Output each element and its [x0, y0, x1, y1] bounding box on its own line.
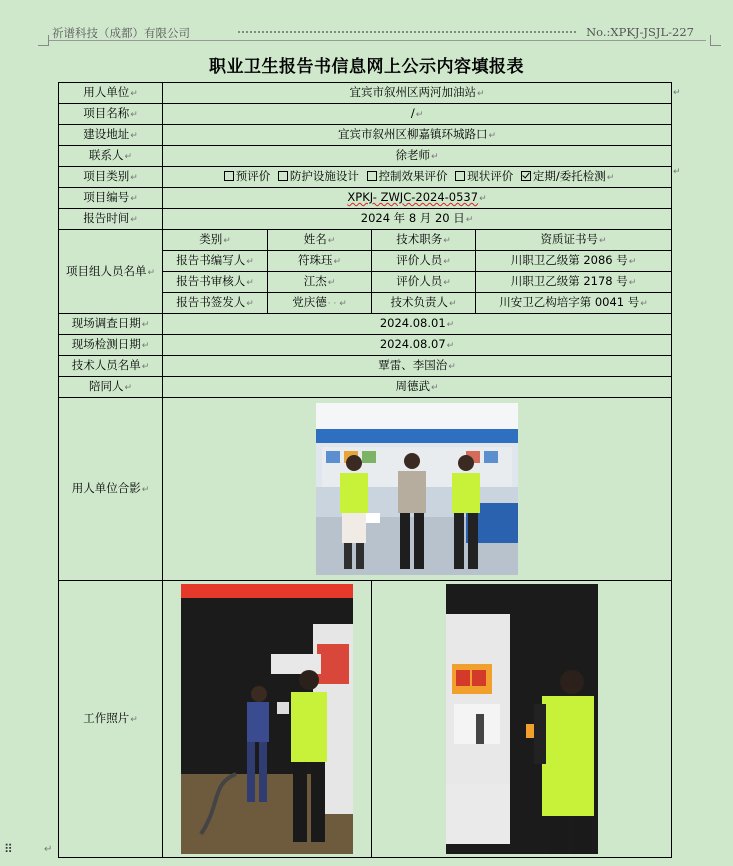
document-title: 职业卫生报告书信息网上公示内容填报表	[209, 57, 524, 77]
group-photo-label: 用人单位合影↵	[59, 398, 163, 581]
test-date-value[interactable]: 2024.08.07↵	[163, 335, 672, 356]
report-time-value[interactable]: 2024 年 8 月 20 日↵	[163, 209, 672, 230]
margin-corner-mark	[710, 35, 721, 46]
companion-label: 陪同人↵	[59, 377, 163, 398]
team-name[interactable]: 党庆德· · ↵	[268, 293, 372, 314]
checkbox-protection-design[interactable]	[278, 171, 288, 181]
table-row	[59, 146, 672, 167]
category-option-label: 控制效果评价	[378, 169, 448, 183]
header-leader-dots	[238, 31, 576, 33]
group-photo-image	[316, 403, 518, 575]
category-option-label: 定期/委托检测	[532, 169, 606, 183]
address-label: 建设地址↵	[59, 125, 163, 146]
team-cert[interactable]: 川职卫乙级第 2178 号↵	[476, 272, 672, 293]
project-name-value[interactable]: /↵	[163, 104, 672, 125]
category-option-label: 防护设施设计	[289, 169, 359, 183]
checkbox-status-eval[interactable]	[455, 171, 465, 181]
work-photo-image	[181, 584, 353, 854]
team-cert[interactable]: 川安卫乙构培字第 0041 号↵	[476, 293, 672, 314]
team-title[interactable]: 评价人员↵	[372, 251, 476, 272]
work-photo-image	[446, 584, 598, 854]
team-title[interactable]: 评价人员↵	[372, 272, 476, 293]
survey-date-value[interactable]: 2024.08.01↵	[163, 314, 672, 335]
table-row	[59, 209, 672, 230]
checkbox-control-effect[interactable]	[367, 171, 377, 181]
header-rule	[48, 40, 706, 41]
table-row	[59, 377, 672, 398]
project-no-label: 项目编号↵	[59, 188, 163, 209]
team-role: 报告书签发人↵	[163, 293, 268, 314]
header-org: 祈谱科技（成都）有限公司	[52, 26, 190, 40]
employer-label: 用人单位↵	[59, 83, 163, 104]
team-name[interactable]: 符珠珏↵	[268, 251, 372, 272]
address-value[interactable]: 宜宾市叙州区柳嘉镇环城路口↵	[163, 125, 672, 146]
group-photo-cell	[163, 398, 672, 581]
companion-value[interactable]: 周德武↵	[163, 377, 672, 398]
category-label: 项目类别↵	[59, 167, 163, 188]
team-header-name: 姓名↵	[268, 230, 372, 251]
table-row	[59, 335, 672, 356]
checkbox-periodic-detection[interactable]	[521, 171, 531, 181]
drag-handle-icon[interactable]: ⠿	[4, 842, 13, 856]
table-row	[59, 188, 672, 209]
table-row	[59, 83, 672, 104]
table-row	[59, 356, 672, 377]
table-row	[59, 398, 672, 581]
team-name[interactable]: 江杰↵	[268, 272, 372, 293]
table-row	[59, 167, 672, 188]
contact-label: 联系人↵	[59, 146, 163, 167]
header-doc-number: No.:XPKJ-JSJL-227	[586, 25, 694, 39]
table-row	[59, 125, 672, 146]
tech-staff-label: 技术人员名单↵	[59, 356, 163, 377]
test-date-label: 现场检测日期↵	[59, 335, 163, 356]
team-title[interactable]: 技术负责人↵	[372, 293, 476, 314]
team-cert[interactable]: 川职卫乙级第 2086 号↵	[476, 251, 672, 272]
tech-staff-value[interactable]: 覃雷、李国治↵	[163, 356, 672, 377]
team-header-cert: 资质证书号↵	[476, 230, 672, 251]
table-row	[59, 314, 672, 335]
contact-value[interactable]: 徐老师↵	[163, 146, 672, 167]
survey-date-label: 现场调查日期↵	[59, 314, 163, 335]
row-end-mark: ↵	[673, 88, 681, 98]
team-role: 报告书审核人↵	[163, 272, 268, 293]
table-row	[59, 581, 672, 858]
team-role: 报告书编写人↵	[163, 251, 268, 272]
category-option-label: 现状评价	[467, 169, 514, 183]
paragraph-mark: ↵	[44, 844, 53, 855]
work-photo-label: 工作照片↵	[59, 581, 163, 858]
table-row	[59, 230, 672, 251]
checkbox-pre-eval[interactable]	[224, 171, 234, 181]
work-photo-cell-1	[163, 581, 372, 858]
table-row	[59, 104, 672, 125]
team-header-title: 技术职务↵	[372, 230, 476, 251]
category-option-label: 预评价	[235, 169, 271, 183]
page-header	[48, 25, 706, 41]
project-no-value[interactable]: XPKJ- ZWJC-2024-0537↵	[163, 188, 672, 209]
team-header-category: 类别↵	[163, 230, 268, 251]
work-photo-cell-2	[372, 581, 672, 858]
category-options: 预评价 防护设施设计 控制效果评价 现状评价 定期/委托检测↵	[163, 167, 672, 188]
row-end-mark: ↵	[673, 167, 681, 177]
employer-value[interactable]: 宜宾市叙州区两河加油站↵	[163, 83, 672, 104]
project-name-label: 项目名称↵	[59, 104, 163, 125]
info-table	[58, 82, 672, 858]
team-label: 项目组人员名单↵	[59, 230, 163, 314]
margin-corner-mark	[38, 35, 49, 46]
report-time-label: 报告时间↵	[59, 209, 163, 230]
